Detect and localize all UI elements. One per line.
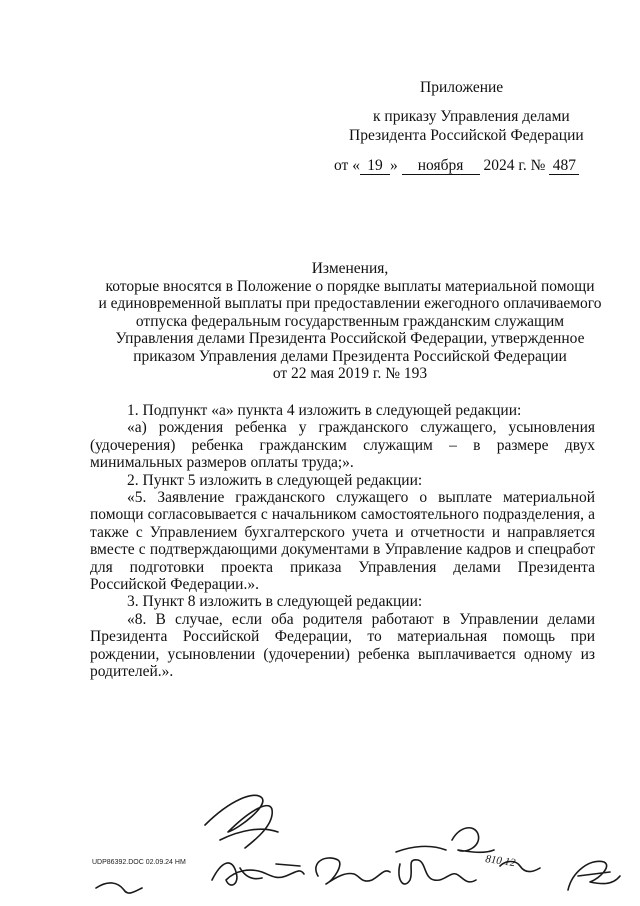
signature-area bbox=[0, 780, 640, 906]
signature-mark bbox=[205, 795, 278, 848]
order-date-line bbox=[334, 157, 579, 175]
date-year: 2024 г. № bbox=[483, 157, 546, 174]
signature-mark bbox=[316, 858, 390, 884]
title-line: отпуска федеральным государственным гражданским служащим bbox=[135, 312, 565, 330]
file-code: UDP86392.DOC 02.09.24 HM bbox=[92, 859, 186, 866]
signature-mark bbox=[96, 883, 142, 893]
body-paragraph: «5. Заявление гражданского служащего о выплате материальной помощи согласовывается с начальником самостоятельного подразделения, а также с Управлением бухгалтерского учета и отчетности и направляется вместе с подтверждающими документами в Управление кадров и спецработ для подготовки проекта приказа Управления делами Президента Российской Федерации.». bbox=[90, 489, 595, 594]
date-month: ноября bbox=[402, 158, 480, 175]
title-line: приказом Управления делами Президента Российской Федерации bbox=[133, 347, 567, 365]
title-line: Изменения, bbox=[311, 260, 389, 277]
title-line: и единовременной выплаты при предоставлении ежегодного оплачиваемого bbox=[98, 295, 602, 312]
title-line: от 22 мая 2019 г. № 193 bbox=[272, 365, 428, 382]
body-paragraph: «8. В случае, если оба родителя работают в Управлении делами Президента Российской Федерации, то материальная помощь при рождении, усыновлении (удочерении) ребенка выплачивается одному из родителей.». bbox=[90, 610, 595, 681]
signature-mark bbox=[396, 846, 476, 884]
signature-date-note: 810.12 bbox=[484, 853, 517, 870]
appendix-label: Приложение bbox=[420, 79, 504, 96]
date-close-quote: » bbox=[389, 157, 398, 174]
order-reference-line-1: к приказу Управления делами bbox=[373, 108, 570, 125]
signature-mark bbox=[212, 863, 304, 885]
signature-mark bbox=[568, 861, 620, 890]
body-paragraph: 3. Пункт 8 изложить в следующей редакции: bbox=[127, 593, 423, 611]
body-paragraph: 1. Подпункт «а» пункта 4 изложить в следующей редакции: bbox=[127, 402, 522, 419]
body-paragraph: «а) рождения ребенка у гражданского служащего, усыновления (удочерения) ребенка гражданским служащим – в размере двух минимальных размеров оплаты труда;». bbox=[90, 419, 595, 472]
title-line: Управления делами Президента Российской Федерации, утвержденное bbox=[115, 330, 585, 347]
order-reference-line-2: Президента Российской Федерации bbox=[349, 127, 584, 144]
date-prefix: от « bbox=[334, 157, 360, 174]
title-line: которые вносятся в Положение о порядке выплаты материальной помощи bbox=[105, 277, 595, 295]
document-body bbox=[90, 402, 595, 681]
document-title bbox=[90, 260, 610, 383]
body-paragraph: 2. Пункт 5 изложить в следующей редакции: bbox=[127, 471, 423, 489]
order-number: 487 bbox=[549, 158, 579, 175]
date-day: 19 bbox=[360, 158, 390, 175]
